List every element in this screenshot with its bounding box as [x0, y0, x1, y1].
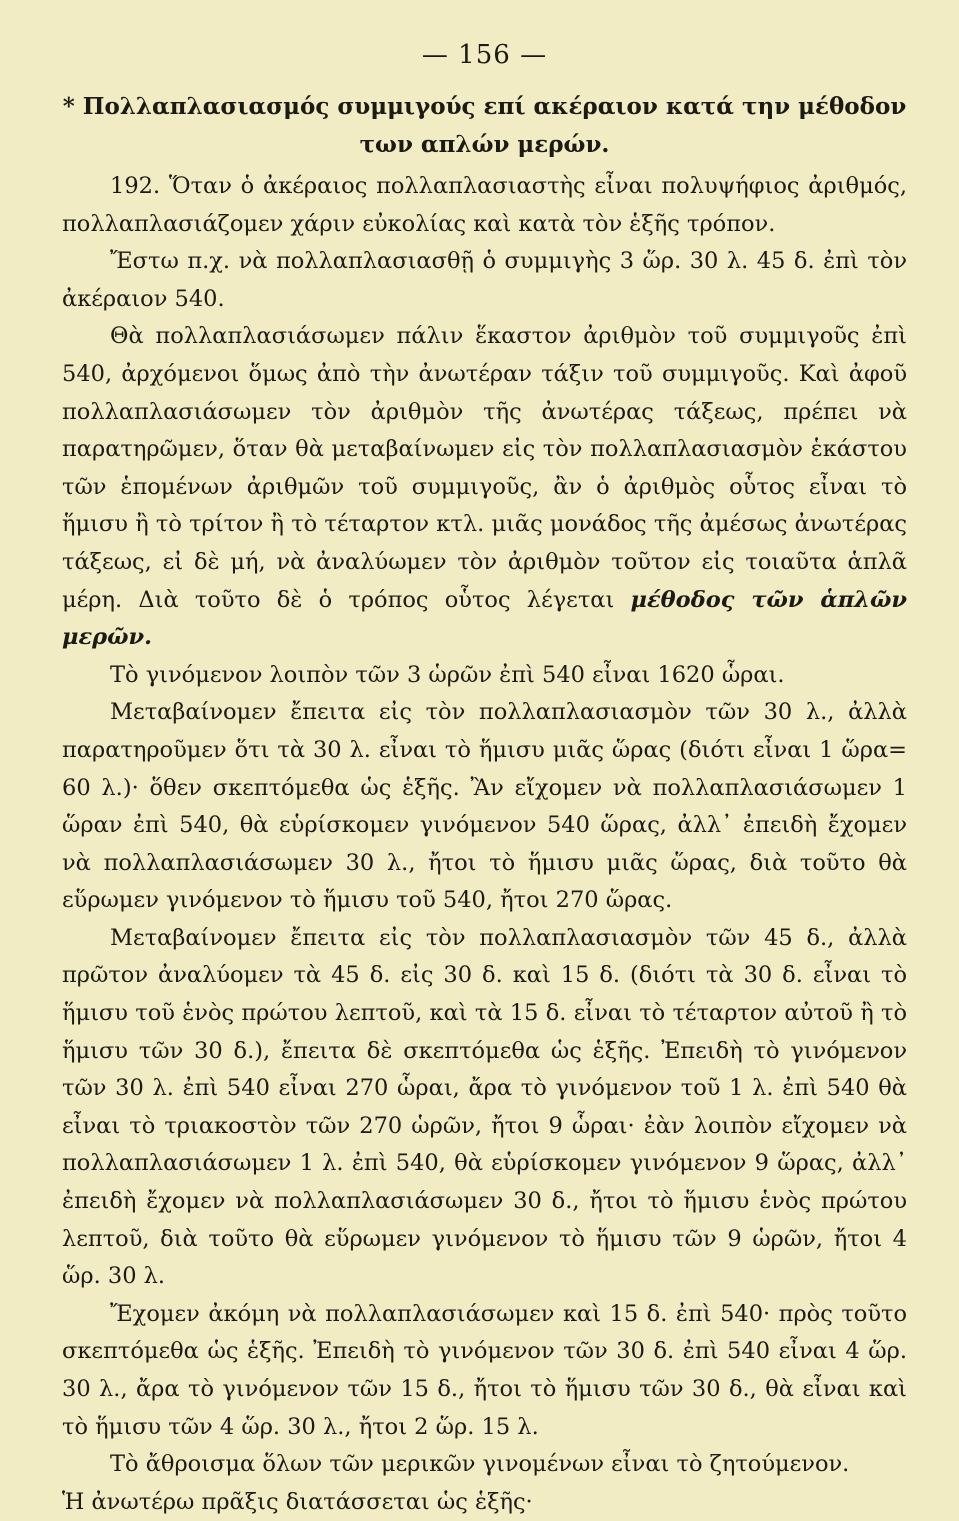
paragraph-text: Τὸ ἄθροισμα ὅλων τῶν μερικῶν γινομένων εἶναι τὸ ζητούμενον.: [110, 1451, 850, 1478]
paragraph-text: Ἔχομεν ἀκόμη νὰ πολλαπλασιάσωμεν καὶ 15 δ. ἐπὶ 540· πρὸς τοῦτο σκεπτόμεθα ὡς ἑξῆς. Ἐπειδὴ τὸ γινόμενον τῶν 30 δ. ἐπὶ 540 εἶναι 4 ὥρ. 30 λ., ἄρα τὸ γινόμενον τῶν 15 δ., ἤτοι τὸ ἥμισυ τῶν 30 δ., θὰ εἶναι καὶ τὸ ἥμισυ τῶν 4 ὥρ. 30 λ., ἤτοι 2 ὥρ. 15 λ.: [62, 1300, 907, 1440]
paragraph-text: 192. Ὅταν ὁ ἀκέραιος πολλαπλασιαστὴς εἶναι πολυψήφιος ἀριθμός, πολλαπλασιάζομεν χάριν εὐκολίας καὶ κατὰ τὸν ἑξῆς τρόπον.: [62, 173, 907, 237]
paragraph-minutes: [62, 694, 907, 920]
paragraph-text: Τὸ γινόμενον λοιπὸν τῶν 3 ὡρῶν ἐπὶ 540 εἶναι 1620 ὧραι.: [110, 661, 785, 688]
paragraph-method: [62, 318, 907, 656]
paragraph-layout: [62, 1484, 907, 1521]
paragraph-seconds: [62, 920, 907, 1296]
page-number: — 156 —: [421, 40, 548, 70]
paragraph-example: [62, 243, 907, 318]
paragraph-text: Μεταβαίνομεν ἔπειτα εἰς τὸν πολλαπλασιασμὸν τῶν 45 δ., ἀλλὰ πρῶτον ἀναλύομεν τὰ 45 δ. εἰς 30 δ. καὶ 15 δ. (διότι τὰ 30 δ. εἶναι τὸ ἥμισυ τοῦ ἑνὸς πρώτου λεπτοῦ, καὶ τὰ 15 δ. εἶναι τὸ τέταρτον αὐτοῦ ἢ τὸ ἥμισυ τῶν 30 δ.), ἔπειτα δὲ σκεπτόμεθα ὡς ἑξῆς. Ἐπειδὴ τὸ γινόμενον τῶν 30 λ. ἐπὶ 540 εἶναι 270 ὧραι, ἄρα τὸ γινόμενον τοῦ 1 λ. ἐπὶ 540 θὰ εἶναι τὸ τριακοστὸν τῶν 270 ὡρῶν, ἤτοι 9 ὧραι· ἐὰν λοιπὸν εἴχομεν νὰ πολλαπλασιάσωμεν 1 λ. ἐπὶ 540, θὰ εὑρίσκομεν γινόμενον 9 ὥρας, ἀλλ᾽ ἐπειδὴ ἔχομεν νὰ πολλαπλασιάσωμεν 30 δ., ἤτοι τὸ ἥμισυ ἑνὸς πρώτου λεπτοῦ, διὰ τοῦτο θὰ εὕρωμεν γινόμενον τὸ ἥμισυ τῶν 9 ὡρῶν, ἤτοι 4 ὥρ. 30 λ.: [62, 924, 907, 1290]
paragraph-text: Ἔστω π.χ. νὰ πολλαπλασιασθῇ ὁ συμμιγὴς 3 ὥρ. 30 λ. 45 δ. ἐπὶ τὸν ἀκέραιον 540.: [62, 248, 907, 312]
paragraph-fifteen-seconds: [62, 1296, 907, 1446]
section-heading: * Πολλαπλασιασμός συμμιγούς επί ακέραιον κατά την μέθοδον των απλών μερών.: [62, 93, 907, 158]
paragraph-text: Ἡ ἀνωτέρω πρᾶξις διατάσσεται ὡς ἑξῆς·: [62, 1488, 533, 1515]
paragraph-text: Θὰ πολλαπλασιάσωμεν πάλιν ἕκαστον ἀριθμὸν τοῦ συμμιγοῦς ἐπὶ 540, ἀρχόμενοι ὅμως ἀπὸ τὴν ἀνωτέραν τάξιν τοῦ συμμιγοῦς. Καὶ ἀφοῦ πολλαπλασιάσωμεν τὸν ἀριθμὸν τῆς ἀνωτέρας τάξεως, πρέπει νὰ παρατηρῶμεν, ὅταν θὰ μεταβαίνωμεν εἰς τὸν πολλαπλασιασμὸν ἑκάστου τῶν ἑπομένων ἀριθμῶν τοῦ συμμιγοῦς, ἂν ὁ ἀριθμὸς οὗτος εἶναι τὸ ἥμισυ ἢ τὸ τρίτον ἢ τὸ τέταρτον κτλ. μιᾶς μονάδος τῆς ἀμέσως ἀνωτέρας τάξεως, εἰ δὲ μή, νὰ ἀναλύωμεν τὸν ἀριθμὸν τοῦτον εἰς τοιαῦτα ἁπλᾶ μέρη. Διὰ τοῦτο δὲ ὁ τρόπος οὗτος λέγεται: [62, 323, 907, 613]
paragraph-intro: [62, 168, 907, 243]
paragraph-hours: [62, 657, 907, 695]
method-term: μέθοδος τῶν ἁπλῶν μερῶν.: [62, 586, 907, 651]
paragraph-text: Μεταβαίνομεν ἔπειτα εἰς τὸν πολλαπλασιασμὸν τῶν 30 λ., ἀλλὰ παρατηροῦμεν ὅτι τὰ 30 λ. εἶναι τὸ ἥμισυ μιᾶς ὥρας (διότι εἶναι 1 ὥρα= 60 λ.)· ὅθεν σκεπτόμεθα ὡς ἑξῆς. Ἂν εἴχομεν νὰ πολλαπλασιάσωμεν 1 ὥραν ἐπὶ 540, θὰ εὑρίσκομεν γινόμενον 540 ὥρας, ἀλλ᾽ ἐπειδὴ ἔχομεν νὰ πολλαπλασιάσωμεν 30 λ., ἤτοι τὸ ἥμισυ μιᾶς ὥρας, διὰ τοῦτο θὰ εὕρωμεν γινόμενον τὸ ἥμισυ τοῦ 540, ἤτοι 270 ὥρας.: [62, 699, 907, 914]
paragraph-sum: [62, 1446, 907, 1484]
